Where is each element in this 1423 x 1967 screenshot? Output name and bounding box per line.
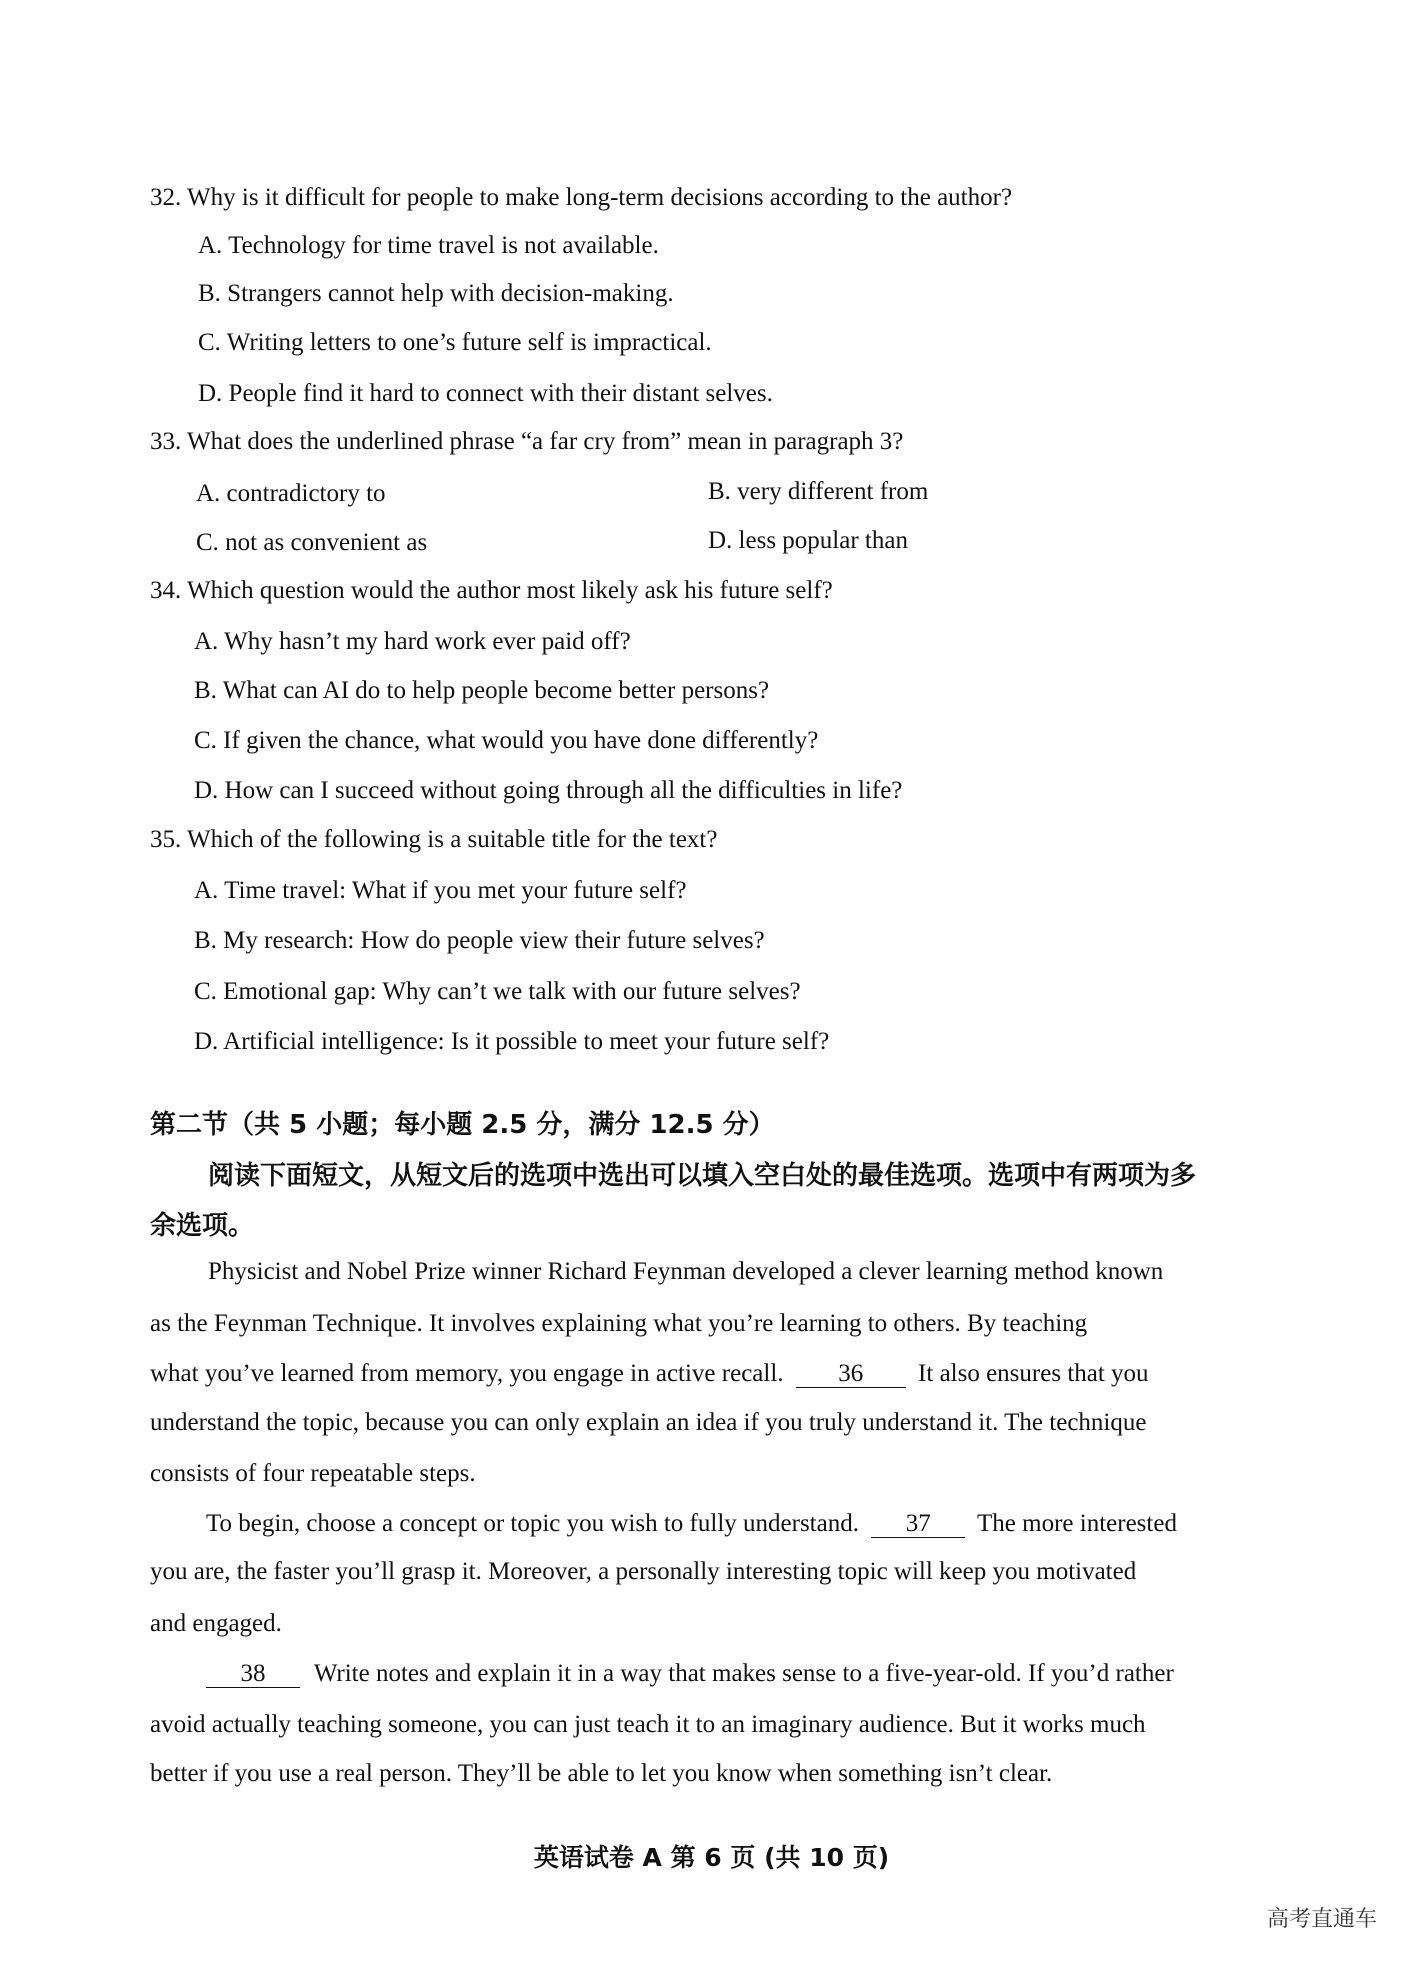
- passage-p3-line-3: better if you use a real person. They’ll be able to let you know when something isn’t clear.: [150, 1760, 1053, 1787]
- question-34-option-c: C. If given the chance, what would you have done differently?: [194, 727, 819, 754]
- passage-p1-line-4: understand the topic, because you can only explain an idea if you truly understand it. The technique: [150, 1409, 1147, 1436]
- passage-p3-line-1-text: Write notes and explain it in a way that makes sense to a five-year-old. If you’d rather: [313, 1660, 1174, 1687]
- question-35-option-d: D. Artificial intelligence: Is it possible to meet your future self?: [194, 1028, 830, 1055]
- question-35-stem: 35. Which of the following is a suitable title for the text?: [150, 826, 718, 853]
- passage-p1-line-2: as the Feynman Technique. It involves explaining what you’re learning to others. By teaching: [150, 1310, 1088, 1337]
- question-33-option-d: D. less popular than: [708, 527, 908, 554]
- section-2-instruction-line-2: 余选项。: [150, 1211, 255, 1241]
- question-32-option-d: D. People find it hard to connect with their distant selves.: [198, 380, 773, 407]
- question-33-option-a: A. contradictory to: [196, 480, 386, 507]
- blank-38: 38: [206, 1661, 300, 1688]
- blank-37: 37: [871, 1511, 965, 1538]
- passage-p1-line-3: [150, 1360, 1149, 1388]
- question-34-option-a: A. Why hasn’t my hard work ever paid off?: [194, 628, 631, 655]
- question-35-option-a: A. Time travel: What if you met your future self?: [194, 877, 687, 904]
- passage-p2-line-2: you are, the faster you’ll grasp it. Moreover, a personally interesting topic will keep you motivated: [150, 1558, 1137, 1585]
- passage-p3-line-1: [206, 1660, 1174, 1688]
- question-33-option-c: C. not as convenient as: [196, 529, 428, 556]
- question-33-stem: 33. What does the underlined phrase “a far cry from” mean in paragraph 3?: [150, 428, 904, 455]
- question-34-option-d: D. How can I succeed without going through all the difficulties in life?: [194, 777, 903, 804]
- question-32-option-c: C. Writing letters to one’s future self is impractical.: [198, 329, 712, 356]
- question-32-stem: 32. Why is it difficult for people to make long-term decisions according to the author?: [150, 184, 1013, 211]
- watermark-text: 高考直通车: [1266, 1907, 1377, 1932]
- passage-p2-line-1-text-b: The more interested: [977, 1510, 1177, 1537]
- passage-p1-line-3-text-a: what you’ve learned from memory, you engage in active recall.: [150, 1360, 784, 1387]
- question-34-option-b: B. What can AI do to help people become better persons?: [194, 677, 770, 704]
- section-2-instruction-line-1: 阅读下面短文，从短文后的选项中选出可以填入空白处的最佳选项。选项中有两项为多: [208, 1161, 1197, 1191]
- page-footer: 英语试卷 A 第 6 页 (共 10 页): [533, 1843, 890, 1872]
- passage-p3-line-2: avoid actually teaching someone, you can just teach it to an imaginary audience. But it works much: [150, 1711, 1146, 1738]
- question-35-option-b: B. My research: How do people view their future selves?: [194, 927, 765, 954]
- passage-p2-line-3: and engaged.: [150, 1610, 282, 1637]
- passage-p2-line-1: [206, 1510, 1177, 1538]
- passage-p1-line-5: consists of four repeatable steps.: [150, 1460, 476, 1487]
- question-32-option-b: B. Strangers cannot help with decision-making.: [198, 280, 674, 307]
- question-34-stem: 34. Which question would the author most likely ask his future self?: [150, 577, 833, 604]
- passage-p1-line-3-text-b: It also ensures that you: [918, 1360, 1149, 1387]
- passage-p2-line-1-text-a: To begin, choose a concept or topic you wish to fully understand.: [206, 1510, 859, 1537]
- question-35-option-c: C. Emotional gap: Why can’t we talk with our future selves?: [194, 978, 801, 1005]
- section-2-heading: 第二节（共 5 小题；每小题 2.5 分，满分 12.5 分）: [150, 1110, 775, 1140]
- blank-36: 36: [796, 1361, 906, 1388]
- passage-p1-line-1: Physicist and Nobel Prize winner Richard Feynman developed a clever learning method known: [208, 1258, 1164, 1285]
- question-32-option-a: A. Technology for time travel is not available.: [198, 232, 659, 259]
- question-33-option-b: B. very different from: [708, 478, 929, 505]
